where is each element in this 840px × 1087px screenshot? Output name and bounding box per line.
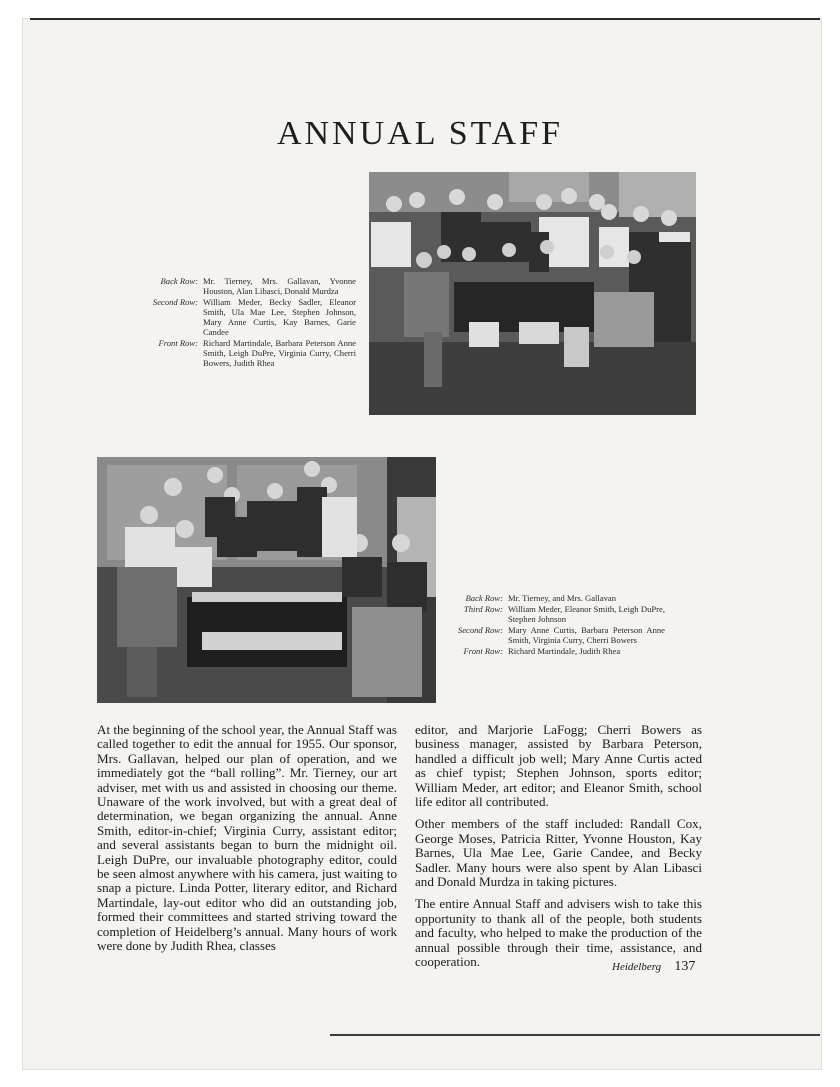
caption-label: Front Row:	[463, 646, 503, 656]
caption-row-second	[140, 297, 356, 337]
caption-names: Richard Martindale, Barbara Peterson Anne Smith, Leigh DuPre, Virginia Curry, Cherri Bowers, Judith Rhea	[203, 338, 356, 368]
page-title: ANNUAL STAFF	[276, 114, 564, 152]
caption-names: William Meder, Becky Sadler, Eleanor Smith, Ula Mae Lee, Stephen Johnson, Mary Anne Curtis, Kay Barnes, Garie Candee	[203, 297, 356, 337]
caption-row-third	[450, 604, 665, 624]
body-paragraph: editor, and Marjorie LaFogg; Cherri Bowers as business manager, assisted by Barbara Peterson, handled a difficult job well; Mary Anne Curtis acted as chief typist; Stephen Johnson, sports editor; William Meder, art editor; and Eleanor Smith, school life editor all contributed.	[415, 722, 702, 810]
body-paragraph: At the beginning of the school year, the Annual Staff was called together to edit the annual for 1955. Our sponsor, Mrs. Gallavan, helped our plan of operation, and we immediately got the “ball rolling”. Mr. Tierney, our art adviser, met with us and assisted in choosing our theme. Unaware of the work involved, but with a great deal of determination, we began organizing the annual. Anne Smith, editor-in-chief; Virginia Curry, assistant editor; and several assistants began to burn the midnight oil. Leigh DuPre, our invaluable photography editor, could be seen almost anywhere with his camera, just waiting to snap a picture. Linda Potter, literary editor, and Richard Martindale, lay-out editor who did an outstanding job, formed their committees and started striving toward the completion of Heidelberg’s annual. Many hours of work were done by Judith Rhea, classes	[97, 722, 397, 954]
page-number: 137	[674, 959, 696, 974]
group-photo	[369, 172, 696, 415]
caption-row-front	[450, 646, 665, 656]
top-rule	[30, 18, 820, 20]
caption-row-back	[140, 276, 356, 296]
footer-book-title: Heidelberg	[612, 961, 662, 973]
caption-label: Back Row:	[465, 593, 503, 603]
caption-label: Third Row:	[463, 604, 503, 614]
caption-names: Mr. Tierney, Mrs. Gallavan, Yvonne Houston, Alan Libasci, Donald Murdza	[203, 276, 356, 296]
caption-row-second	[450, 625, 665, 645]
bottom-rule	[330, 1034, 820, 1036]
body-paragraph: Other members of the staff included: Randall Cox, George Moses, Patricia Ritter, Yvonne Houston, Kay Barnes, Ula Mae Lee, Garie Candee, and Becky Sadler. Many hours were also spent by Alan Libasci and Donald Murdza in taking pictures.	[415, 816, 702, 890]
caption-label: Second Row:	[457, 625, 503, 635]
body-right-column	[415, 723, 702, 978]
caption-label: Back Row:	[160, 276, 198, 286]
editors-photo	[97, 457, 436, 703]
caption-names: Mary Anne Curtis, Barbara Peterson Anne Smith, Virginia Curry, Cherri Bowers	[508, 625, 665, 645]
caption-row-front	[140, 338, 356, 368]
caption-label: Second Row:	[152, 297, 198, 307]
caption-names: Mr. Tierney, and Mrs. Gallavan	[508, 593, 617, 603]
caption-names: William Meder, Eleanor Smith, Leigh DuPre, Stephen Johnson	[508, 604, 665, 624]
caption-label: Front Row:	[158, 338, 198, 348]
page-footer	[612, 958, 695, 975]
caption-names: Richard Martindale, Judith Rhea	[508, 646, 621, 656]
photo2-caption	[450, 593, 665, 657]
body-paragraph: The entire Annual Staff and advisers wish to take this opportunity to thank all of the people, both students and faculty, who helped to make the production of the annual possible through their time, assistance, and cooperation.	[415, 896, 702, 970]
photo1-caption	[140, 276, 356, 369]
caption-row-back	[450, 593, 665, 603]
body-left-column	[97, 723, 397, 962]
